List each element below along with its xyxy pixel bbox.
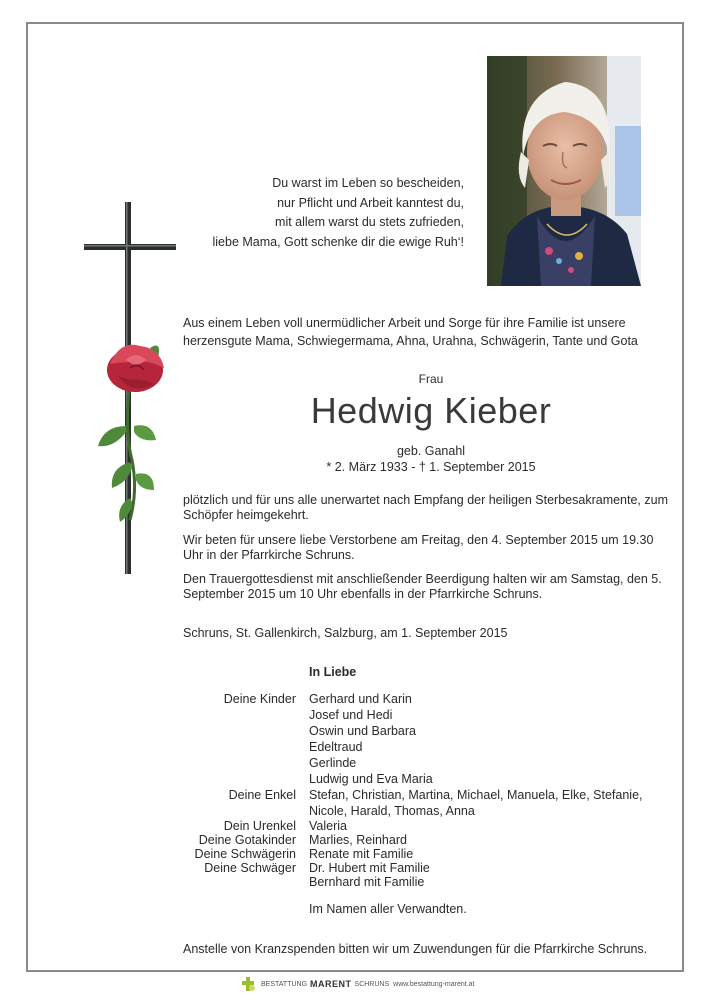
footer-logo-icon bbox=[240, 976, 256, 992]
family-row bbox=[150, 847, 670, 861]
family-row bbox=[150, 707, 670, 723]
family-relation: Deine Schwägerin bbox=[194, 847, 296, 861]
family-names: Ludwig und Eva Maria bbox=[309, 772, 433, 786]
family-row bbox=[150, 723, 670, 739]
family-names: Marlies, Reinhard bbox=[309, 833, 407, 847]
footer-brand: MARENT bbox=[310, 979, 352, 989]
honorific: Frau bbox=[418, 372, 444, 386]
poem bbox=[180, 174, 464, 252]
footer-prefix: BESTATTUNG bbox=[261, 980, 308, 988]
family-row bbox=[150, 755, 670, 771]
maiden-name: geb. Ganahl bbox=[396, 444, 466, 458]
place-date: Schruns, St. Gallenkirch, Salzburg, am 1. September 2015 bbox=[183, 626, 508, 640]
family-row bbox=[150, 875, 670, 889]
paragraph-prayer: Wir beten für unsere liebe Verstorbene am Freitag, den 4. September 2015 um 19.30 Uhr in der Pfarrkirche Schruns. bbox=[183, 533, 654, 562]
deceased-name: Hedwig Kieber bbox=[310, 390, 552, 431]
portrait-photo bbox=[487, 56, 641, 286]
family-names: Dr. Hubert mit Familie bbox=[309, 861, 430, 875]
family-names: Gerhard und Karin bbox=[309, 692, 412, 706]
family-names: Josef und Hedi bbox=[309, 708, 393, 722]
family-row bbox=[150, 833, 670, 847]
family-relation: Deine Enkel bbox=[228, 788, 296, 802]
poem-line: nur Pflicht und Arbeit kanntest du, bbox=[277, 195, 464, 210]
family-row bbox=[150, 771, 670, 787]
family-relation bbox=[150, 803, 309, 819]
family-row bbox=[150, 819, 670, 833]
cross-with-rose-icon bbox=[80, 200, 180, 576]
family-relation bbox=[150, 875, 309, 889]
family-relation bbox=[150, 723, 309, 739]
family-names: Stefan, Christian, Martina, Michael, Manuela, Elke, Stefanie, bbox=[309, 788, 643, 802]
family-relation bbox=[150, 771, 309, 787]
intro-text: Aus einem Leben voll unermüdlicher Arbeit und Sorge für ihre Familie ist unsere herzensgute Mama, Schwiegermama, Ahna, Urahna, Schwägerin, Tante und Gota bbox=[183, 316, 638, 348]
family-row bbox=[150, 803, 670, 819]
family-relation: Dein Urenkel bbox=[223, 819, 296, 833]
family-names: Renate mit Familie bbox=[309, 847, 414, 861]
family-names: Valeria bbox=[309, 819, 347, 833]
family-names: Oswin und Barbara bbox=[309, 724, 417, 738]
in-liebe-heading: In Liebe bbox=[309, 665, 357, 679]
closing-line: Im Namen aller Verwandten. bbox=[309, 902, 467, 916]
family-row bbox=[150, 787, 670, 803]
family-relation: Deine Kinder bbox=[223, 692, 296, 706]
family-names: Gerlinde bbox=[309, 756, 357, 770]
family-row bbox=[150, 691, 670, 707]
poem-line: mit allem warst du stets zufrieden, bbox=[275, 215, 464, 229]
family-names: Edeltraud bbox=[309, 740, 363, 754]
family-relation bbox=[150, 707, 309, 723]
family-relation: Deine Schwäger bbox=[204, 861, 296, 875]
footer bbox=[240, 976, 480, 992]
donation-note: Anstelle von Kranzspenden bitten wir um Zuwendungen für die Pfarrkirche Schruns. bbox=[183, 942, 648, 956]
family-row bbox=[150, 739, 670, 755]
life-dates: * 2. März 1933 - † 1. September 2015 bbox=[326, 460, 536, 474]
family-list bbox=[150, 691, 670, 889]
footer-location: SCHRUNS bbox=[354, 980, 390, 988]
family-relation bbox=[150, 739, 309, 755]
family-names: Bernhard mit Familie bbox=[309, 875, 425, 889]
paragraph-funeral: Den Trauergottesdienst mit anschließender Beerdigung halten wir am Samstag, den 5. September 2015 um 10 Uhr ebenfalls in der Pfarrkirche Schruns. bbox=[183, 572, 662, 601]
paragraph-passing: plötzlich und für uns alle unerwartet nach Empfang der heiligen Sterbesakramente, zum Schöpfer heimgekehrt. bbox=[183, 493, 668, 522]
family-relation: Deine Gotakinder bbox=[198, 833, 296, 847]
poem-line: liebe Mama, Gott schenke dir die ewige Ruh‘! bbox=[212, 234, 464, 249]
poem-line: Du warst im Leben so bescheiden, bbox=[272, 176, 464, 190]
family-names: Nicole, Harald, Thomas, Anna bbox=[309, 804, 475, 818]
footer-website[interactable]: www.bestattung-marent.at bbox=[393, 980, 475, 988]
family-relation bbox=[150, 755, 309, 771]
family-row bbox=[150, 861, 670, 875]
